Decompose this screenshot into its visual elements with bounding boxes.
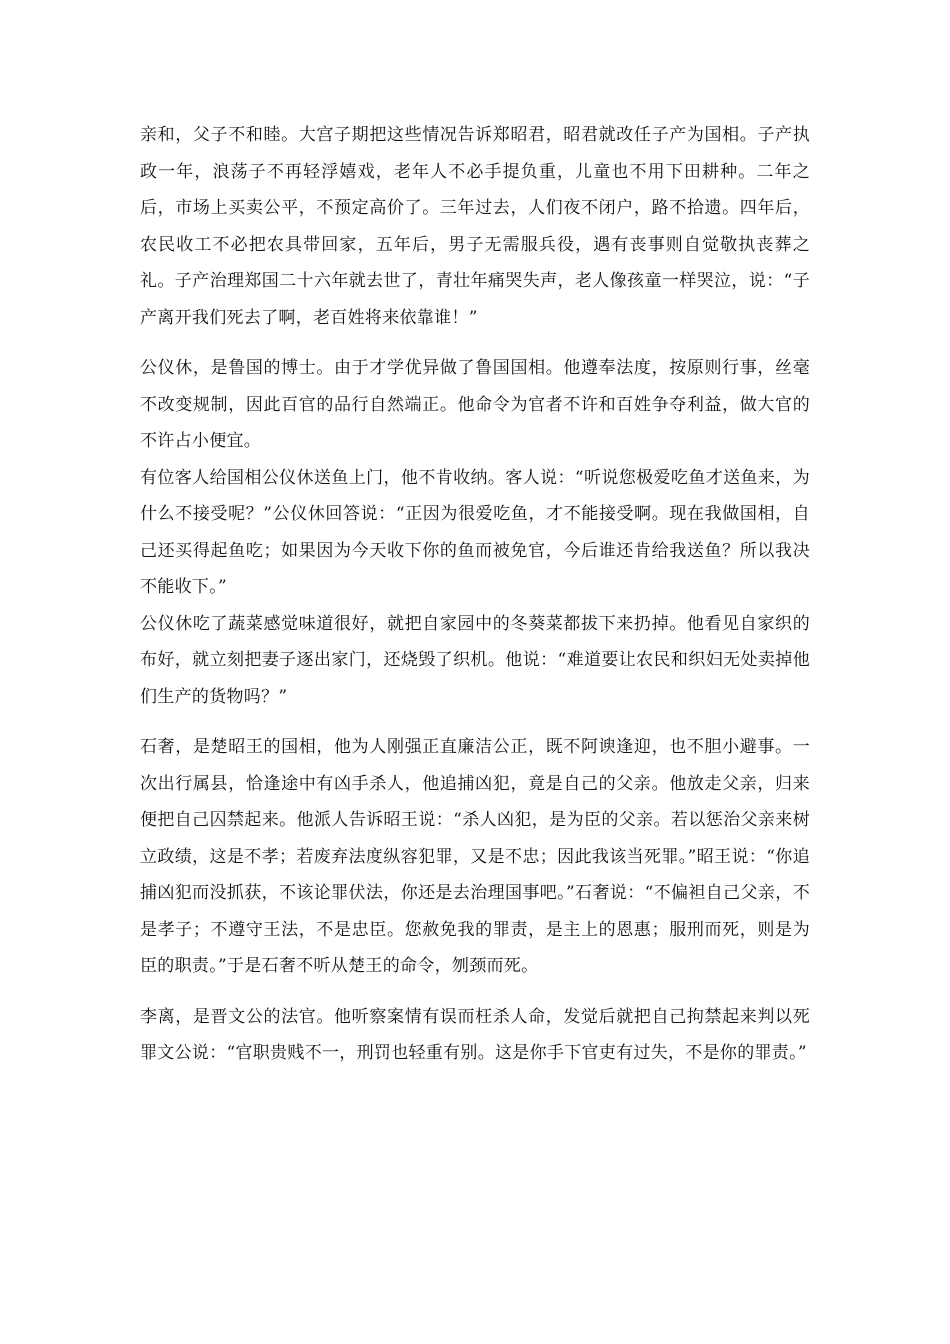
document-body <box>140 117 810 1072</box>
paragraph-lili: 李离，是晋文公的法官。他听察案情有误而枉杀人命，发觉后就把自己拘禁起来判以死罪文公说：“官职贵贱不一，刑罚也轻重有别。这是你手下官吏有过失，不是你的罪责。” <box>140 1006 810 1063</box>
paragraph-gongyixiu-fish: 有位客人给国相公仪休送鱼上门，他不肯收纳。客人说：“听说您极爱吃鱼才送鱼来，为什么不接受呢？”公仪休回答说：“正因为很爱吃鱼，才不能接受啊。现在我做国相，自己还买得起鱼吃；如果因为今天收下你的鱼而被免官，今后谁还肯给我送鱼？所以我决不能收下。” <box>140 467 810 597</box>
paragraph-shishe: 石奢，是楚昭王的国相，他为人刚强正直廉洁公正，既不阿谀逢迎，也不胆小避事。一次出行属县，恰逢途中有凶手杀人，他追捕凶犯，竟是自己的父亲。他放走父亲，归来便把自己囚禁起来。他派人告诉昭王说：“杀人凶犯，是为臣的父亲。若以惩治父亲来树立政绩，这是不孝；若废弃法度纵容犯罪，又是不忠；因此我该当死罪。”昭王说：“你追捕凶犯而没抓获，不该论罪伏法，你还是去治理国事吧。”石奢说：“不偏袒自己父亲，不是孝子；不遵守王法，不是忠臣。您赦免我的罪责，是主上的恩惠；服刑而死，则是为臣的职责。”于是石奢不听从楚王的命令，刎颈而死。 <box>140 737 810 976</box>
paragraph-zichan: 亲和，父子不和睦。大宫子期把这些情况告诉郑昭君，昭君就改任子产为国相。子产执政一年，浪荡子不再轻浮嬉戏，老年人不必手提负重，儿童也不用下田耕种。二年之后，市场上买卖公平，不预定高价了。三年过去，人们夜不闭户，路不拾遗。四年后，农民收工不必把农具带回家，五年后，男子无需服兵役，遇有丧事则自觉敬执丧葬之礼。子产治理郑国二十六年就去世了，青壮年痛哭失声，老人像孩童一样哭泣，说：“子产离开我们死去了啊，老百姓将来依靠谁！” <box>140 125 810 328</box>
paragraph-gongyixiu-intro: 公仪休，是鲁国的博士。由于才学优异做了鲁国国相。他遵奉法度，按原则行事，丝毫不改变规制，因此百官的品行自然端正。他命令为官者不许和百姓争夺利益，做大官的不许占小便宜。 <box>140 358 810 451</box>
paragraph-gongyixiu-vegetables: 公仪休吃了蔬菜感觉味道很好，就把自家园中的冬葵菜都拔下来扔掉。他看见自家织的布好，就立刻把妻子逐出家门，还烧毁了织机。他说：“难道要让农民和织妇无处卖掉他们生产的货物吗？” <box>140 613 810 707</box>
